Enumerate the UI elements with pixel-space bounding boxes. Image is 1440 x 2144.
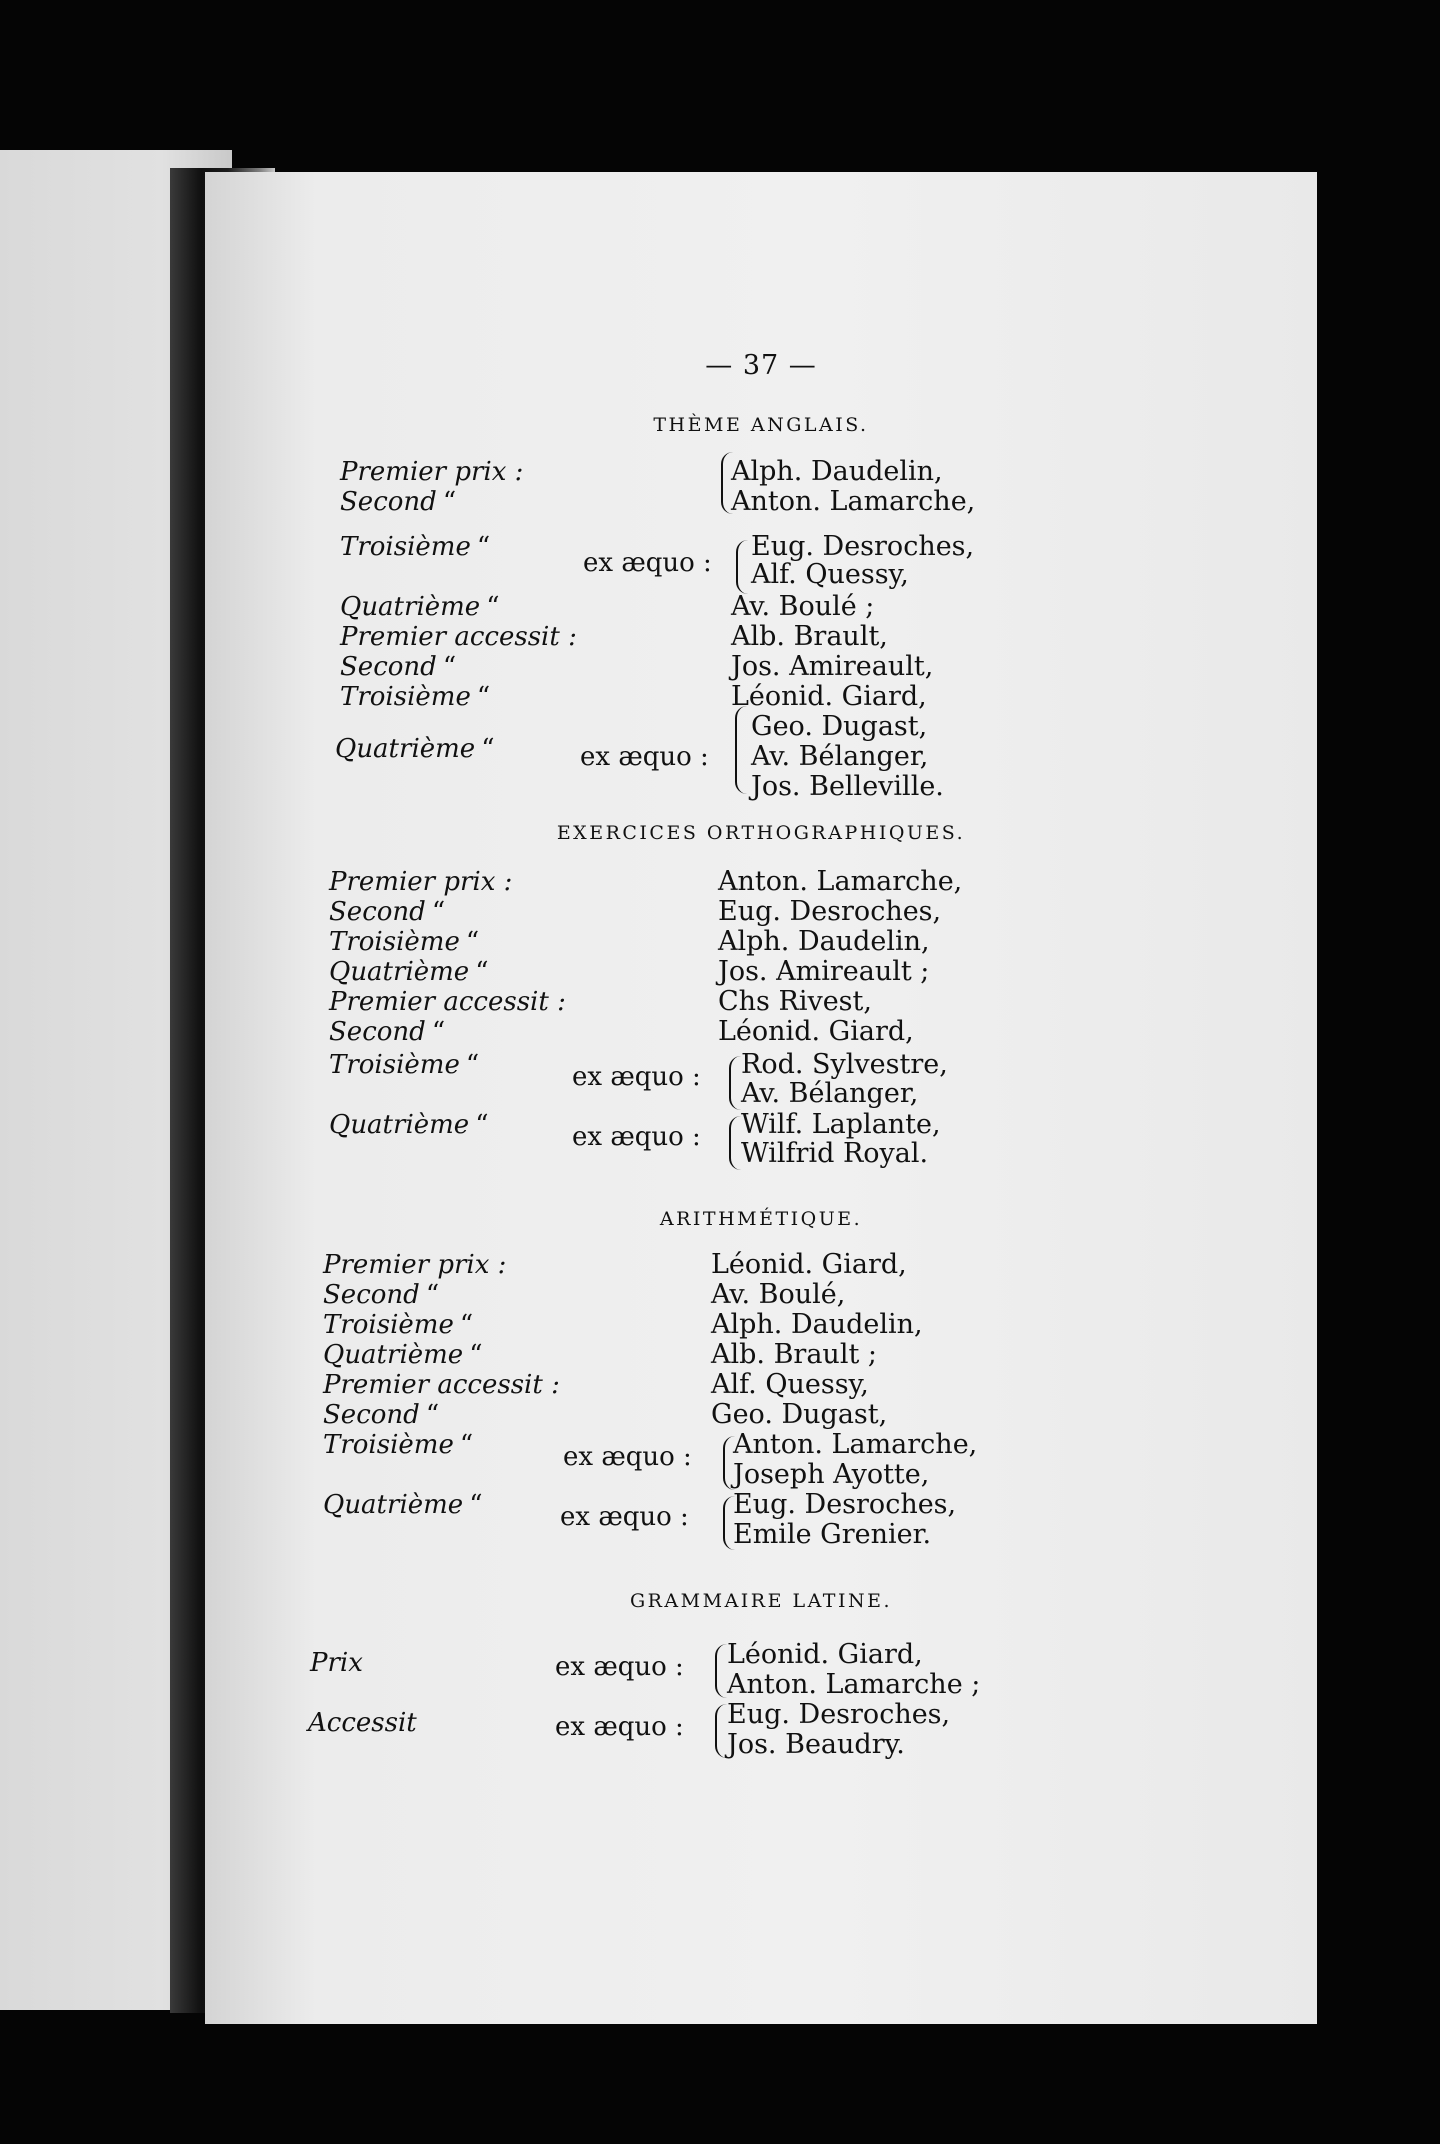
award-label: Troisième “: [329, 927, 480, 957]
award-label: Premier prix :: [329, 867, 513, 897]
student-name: Eug. Desroches,: [733, 1489, 957, 1520]
section-heading-arithmetique: ARITHMÉTIQUE.: [659, 1208, 863, 1230]
student-name: Alph. Daudelin,: [711, 1309, 923, 1340]
award-label: Second “: [323, 1400, 440, 1430]
student-name: Av. Bélanger,: [741, 1078, 919, 1109]
ex-aequo-label: ex æquo :: [583, 548, 712, 578]
student-name: Av. Boulé,: [711, 1279, 846, 1310]
award-label: Second “: [340, 652, 457, 682]
student-name: Joseph Ayotte,: [733, 1459, 930, 1490]
student-name: Geo. Dugast,: [711, 1399, 888, 1430]
table-row: [205, 457, 1317, 487]
student-name: Léonid. Giard,: [727, 1639, 923, 1670]
table-row: [205, 1670, 1317, 1700]
student-name: Alph. Daudelin,: [731, 456, 943, 487]
award-label: [310, 1730, 316, 1760]
table-row: [205, 1017, 1317, 1047]
student-name: Léonid. Giard,: [711, 1249, 907, 1280]
award-label: [310, 1670, 316, 1700]
table-row: [205, 1340, 1317, 1370]
ex-aequo-label: ex æquo :: [555, 1712, 684, 1742]
table-row: [205, 487, 1317, 517]
page-number: — 37 —: [705, 350, 817, 381]
award-label: Premier accessit :: [340, 622, 577, 652]
award-label: Troisième “: [329, 1050, 480, 1080]
table-row: [205, 1699, 1317, 1742]
student-name: Av. Bélanger,: [751, 741, 929, 772]
award-label: Premier prix :: [323, 1250, 507, 1280]
student-name: Chs Rivest,: [718, 986, 872, 1017]
student-name: Léonid. Giard,: [718, 1016, 914, 1047]
student-name: Wilf. Laplante,: [741, 1109, 941, 1140]
table-row: [205, 592, 1317, 622]
table-row: [205, 560, 1317, 590]
ex-aequo-label: ex æquo :: [572, 1122, 701, 1152]
ex-aequo-label: ex æquo :: [563, 1442, 692, 1472]
award-label: [329, 1139, 335, 1169]
award-label: Premier accessit :: [329, 987, 566, 1017]
table-row: [205, 1250, 1317, 1280]
award-label: Premier prix :: [340, 457, 524, 487]
table-row: [205, 987, 1317, 1017]
award-label: [340, 772, 346, 802]
student-name: Alf. Quessy,: [711, 1369, 869, 1400]
student-name: Anton. Lamarche,: [733, 1429, 978, 1460]
award-label: [323, 1520, 329, 1550]
award-label: [329, 1079, 335, 1109]
award-label: Second “: [323, 1280, 440, 1310]
student-name: Eug. Desroches,: [727, 1699, 951, 1730]
table-row: [205, 1400, 1317, 1430]
table-row: [205, 957, 1317, 987]
award-label: Troisième “: [340, 682, 491, 712]
student-name: Emile Grenier.: [733, 1519, 932, 1550]
award-label: Accessit: [308, 1708, 417, 1738]
award-label: Troisième “: [340, 532, 491, 562]
student-name: Jos. Beaudry.: [727, 1729, 905, 1760]
award-label: Quatrième “: [335, 734, 495, 764]
ex-aequo-label: ex æquo :: [560, 1502, 689, 1532]
award-label: Prix: [310, 1648, 363, 1678]
table-row: [205, 1639, 1317, 1682]
table-row: [205, 622, 1317, 652]
ex-aequo-label: ex æquo :: [572, 1062, 701, 1092]
section-heading-theme-anglais: THÈME ANGLAIS.: [653, 414, 869, 436]
table-row: [205, 1139, 1317, 1169]
award-label: Troisième “: [323, 1310, 474, 1340]
student-name: Alf. Quessy,: [751, 559, 909, 590]
award-label: Quatrième “: [323, 1490, 483, 1520]
award-label: Quatrième “: [323, 1340, 483, 1370]
section-heading-exercices-orthographiques: EXERCICES ORTHOGRAPHIQUES.: [556, 822, 966, 844]
student-name: Alb. Brault ;: [711, 1339, 877, 1370]
table-row: [205, 1460, 1317, 1490]
student-name: Eug. Desroches,: [718, 896, 942, 927]
table-row: [205, 1429, 1317, 1472]
table-row: [205, 927, 1317, 957]
award-label: [323, 1460, 329, 1490]
table-row: [205, 1280, 1317, 1310]
award-label: Troisième “: [323, 1430, 474, 1460]
student-name: Wilfrid Royal.: [741, 1138, 929, 1169]
award-label: Second “: [340, 487, 457, 517]
student-name: Jos. Amireault ;: [718, 956, 930, 987]
section-heading-grammaire-latine: GRAMMAIRE LATINE.: [629, 1590, 893, 1612]
table-row: [205, 772, 1317, 802]
student-name: Rod. Sylvestre,: [741, 1049, 948, 1080]
student-name: Anton. Lamarche,: [731, 486, 976, 517]
table-row: [205, 1370, 1317, 1400]
table-row: [205, 1520, 1317, 1550]
ex-aequo-label: ex æquo :: [580, 742, 709, 772]
student-name: Av. Boulé ;: [731, 591, 875, 622]
student-name: Eug. Desroches,: [751, 531, 975, 562]
table-row: [205, 1310, 1317, 1340]
student-name: Anton. Lamarche,: [718, 866, 963, 897]
student-name: Anton. Lamarche ;: [727, 1669, 981, 1700]
award-label: Premier accessit :: [323, 1370, 560, 1400]
table-row: [205, 867, 1317, 897]
table-row: [205, 897, 1317, 927]
document-page: [205, 172, 1317, 2024]
award-label: Quatrième “: [329, 1110, 489, 1140]
student-name: Alb. Brault,: [731, 621, 888, 652]
award-label: Second “: [329, 1017, 446, 1047]
student-name: Geo. Dugast,: [751, 711, 928, 742]
student-name: Léonid. Giard,: [731, 681, 927, 712]
award-label: Quatrième “: [329, 957, 489, 987]
table-row: [205, 652, 1317, 682]
table-row: [205, 1489, 1317, 1532]
table-row: [205, 1730, 1317, 1760]
table-row: [205, 1109, 1317, 1152]
student-name: Alph. Daudelin,: [718, 926, 930, 957]
ex-aequo-label: ex æquo :: [555, 1652, 684, 1682]
award-label: Second “: [329, 897, 446, 927]
table-row: [205, 734, 1317, 772]
student-name: Jos. Amireault,: [731, 651, 934, 682]
table-row: [205, 682, 1317, 712]
award-label: [340, 560, 346, 590]
table-row: [205, 1049, 1317, 1092]
award-label: Quatrième “: [340, 592, 500, 622]
student-name: Jos. Belleville.: [751, 771, 944, 802]
table-row: [205, 1079, 1317, 1109]
